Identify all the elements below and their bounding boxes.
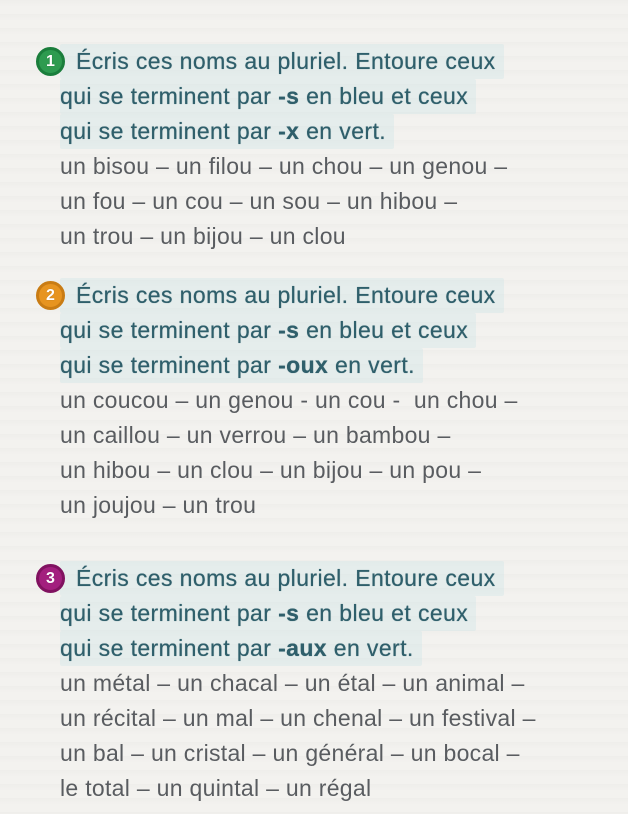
exercise-number: 2 (46, 286, 55, 304)
instruction-line: qui se terminent par -aux en vert. (60, 631, 422, 666)
word-list-line: un hibou – un clou – un bijou – un pou – (60, 457, 482, 483)
word-list-line: un caillou – un verrou – un bambou – (60, 422, 451, 448)
exercise-word-list (60, 149, 598, 254)
instruction-line: qui se terminent par -x en vert. (60, 114, 394, 149)
word-list-line: un bisou – un filou – un chou – un genou – (60, 153, 508, 179)
word-list-line: un bal – un cristal – un général – un bocal – (60, 740, 520, 766)
word-list-line: le total – un quintal – un régal (60, 775, 372, 801)
exercise-number: 1 (46, 52, 55, 70)
instruction-line: qui se terminent par -s en bleu et ceux (60, 79, 476, 114)
exercise-instruction (60, 561, 598, 666)
exercise-number: 3 (46, 569, 55, 587)
instruction-line: Écris ces noms au pluriel. Entoure ceux (60, 44, 504, 79)
exercise-instruction (60, 44, 598, 149)
instruction-line: Écris ces noms au pluriel. Entoure ceux (60, 561, 504, 596)
exercise (0, 44, 628, 254)
instruction-line: qui se terminent par -s en bleu et ceux (60, 596, 476, 631)
instruction-line: qui se terminent par -oux en vert. (60, 348, 423, 383)
word-list-line: un métal – un chacal – un étal – un animal – (60, 670, 525, 696)
word-list-line: un joujou – un trou (60, 492, 257, 518)
exercise (0, 561, 628, 806)
exercise-word-list (60, 383, 598, 523)
word-list-line: un trou – un bijou – un clou (60, 223, 346, 249)
exercise-list (0, 44, 628, 806)
exercise (0, 278, 628, 523)
instruction-line: qui se terminent par -s en bleu et ceux (60, 313, 476, 348)
exercise-number-badge (36, 564, 65, 593)
instruction-line: Écris ces noms au pluriel. Entoure ceux (60, 278, 504, 313)
exercise-number-badge (36, 281, 65, 310)
word-list-line: un récital – un mal – un chenal – un festival – (60, 705, 536, 731)
exercise-number-badge (36, 47, 65, 76)
word-list-line: un coucou – un genou - un cou - un chou – (60, 387, 518, 413)
exercise-word-list (60, 666, 598, 806)
exercise-instruction (60, 278, 598, 383)
word-list-line: un fou – un cou – un sou – un hibou – (60, 188, 458, 214)
